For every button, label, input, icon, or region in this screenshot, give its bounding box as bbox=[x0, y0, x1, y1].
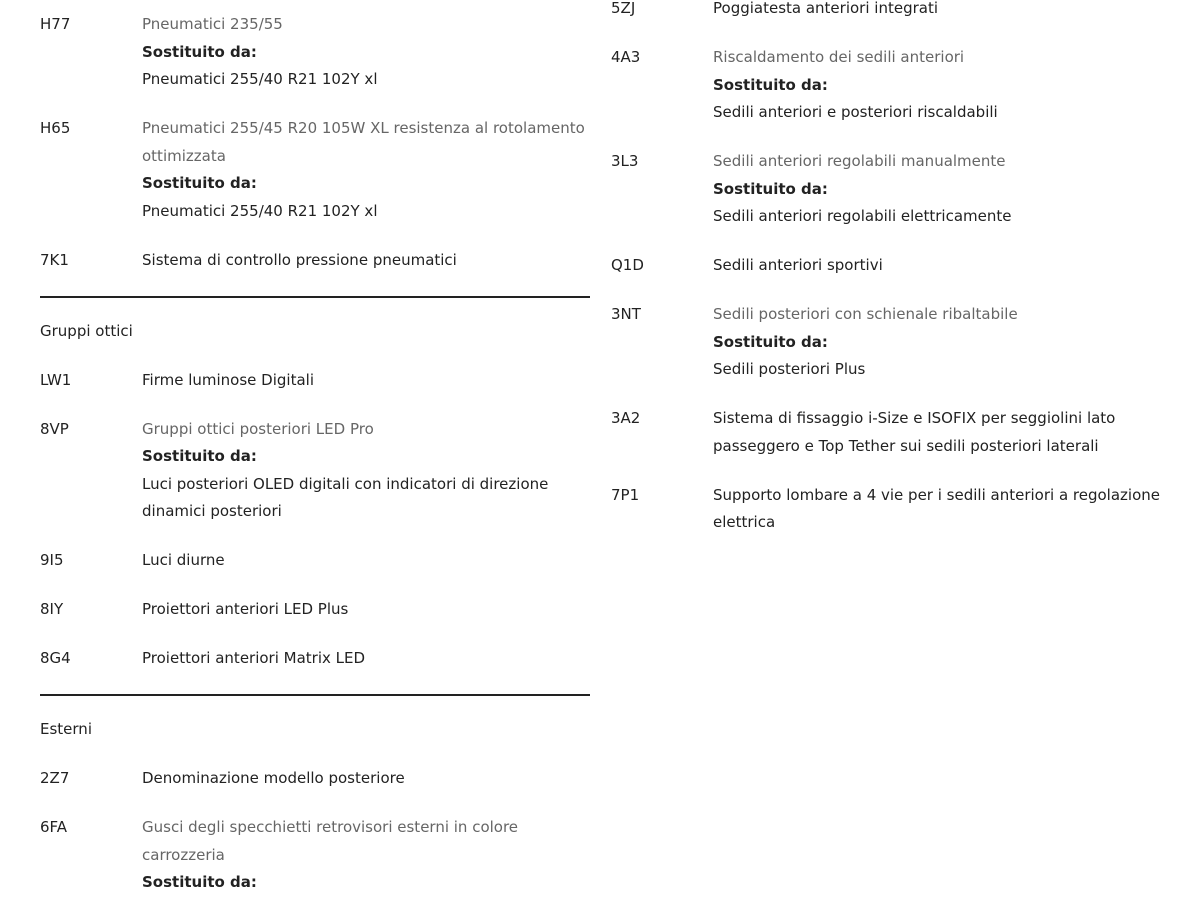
item-description bbox=[713, 252, 1161, 280]
replaced-by-label: Sostituito da: bbox=[142, 42, 257, 61]
equipment-item bbox=[611, 44, 1161, 127]
equipment-item bbox=[40, 765, 590, 793]
item-code: 6FA bbox=[40, 818, 68, 836]
item-text: Poggiatesta anteriori integrati bbox=[713, 0, 938, 17]
replaced-by-label: Sostituito da: bbox=[713, 75, 828, 94]
item-code: 8IY bbox=[40, 600, 64, 618]
item-code: 8G4 bbox=[40, 649, 71, 667]
section-divider bbox=[40, 296, 590, 298]
equipment-item bbox=[40, 645, 590, 673]
equipment-item bbox=[611, 301, 1161, 384]
item-description bbox=[142, 115, 590, 225]
item-description bbox=[142, 596, 590, 624]
item-code: 3A2 bbox=[611, 409, 641, 427]
item-code: 8VP bbox=[40, 419, 69, 438]
item-text: Sedili anteriori regolabili manualmente bbox=[713, 152, 1006, 170]
equipment-item bbox=[611, 0, 1161, 23]
item-description bbox=[142, 247, 590, 275]
item-code: 5ZJ bbox=[611, 0, 636, 17]
item-text: Gusci degli specchietti retrovisori esterni in colore carrozzeria bbox=[142, 818, 519, 864]
item-text: Sedili posteriori con schienale ribaltabile bbox=[713, 305, 1018, 323]
item-text: Sistema di controllo pressione pneumatici bbox=[142, 250, 457, 269]
replacement-text: Pneumatici 255/40 R21 102Y xl bbox=[142, 70, 378, 88]
replaced-by-label: Sostituito da: bbox=[142, 873, 257, 891]
replacement-text: Sedili posteriori Plus bbox=[713, 360, 866, 378]
equipment-item bbox=[611, 482, 1161, 537]
item-text: Riscaldamento dei sedili anteriori bbox=[713, 48, 965, 66]
section-title: Gruppi ottici bbox=[40, 321, 133, 340]
replaced-by-label: Sostituito da: bbox=[142, 447, 257, 465]
section-divider bbox=[40, 694, 590, 696]
item-code: 3NT bbox=[611, 305, 641, 323]
equipment-item bbox=[611, 252, 1161, 280]
item-text: Firme luminose Digitali bbox=[142, 370, 314, 389]
left-column bbox=[40, 11, 590, 918]
item-description bbox=[713, 44, 1161, 127]
equipment-item bbox=[40, 596, 590, 624]
replaced-by-label: Sostituito da: bbox=[713, 179, 828, 198]
item-code: LW1 bbox=[40, 370, 72, 389]
item-text: Pneumatici 235/55 bbox=[142, 15, 283, 33]
equipment-item bbox=[40, 11, 590, 94]
replacement-text: Sedili anteriori e posteriori riscaldabili bbox=[713, 103, 998, 121]
item-description bbox=[142, 765, 590, 793]
item-description bbox=[713, 148, 1161, 231]
item-description bbox=[142, 645, 590, 673]
equipment-item bbox=[40, 247, 590, 275]
equipment-item bbox=[40, 115, 590, 225]
item-text: Luci diurne bbox=[142, 551, 225, 569]
item-code: H77 bbox=[40, 15, 71, 33]
item-code: Q1D bbox=[611, 256, 644, 274]
equipment-item bbox=[40, 547, 590, 575]
item-code: 4A3 bbox=[611, 48, 641, 66]
item-text: Sistema di fissaggio i-Size e ISOFIX per seggiolini lato passeggero e Top Tether sui sedili posteriori laterali bbox=[713, 409, 1116, 455]
replaced-by-label: Sostituito da: bbox=[142, 174, 257, 192]
item-description bbox=[142, 416, 590, 526]
item-code: 9I5 bbox=[40, 551, 64, 569]
replacement-text: Pneumatici 255/40 R21 102Y xl bbox=[142, 201, 378, 220]
item-description bbox=[142, 367, 590, 395]
item-text: Sedili anteriori sportivi bbox=[713, 256, 883, 274]
item-text: Gruppi ottici posteriori LED Pro bbox=[142, 419, 374, 438]
equipment-item bbox=[611, 405, 1161, 460]
item-text: Proiettori anteriori LED Plus bbox=[142, 600, 349, 618]
equipment-item bbox=[611, 148, 1161, 231]
item-code: 3L3 bbox=[611, 152, 639, 170]
replacement-text: Sedili anteriori regolabili elettricamente bbox=[713, 207, 1012, 225]
item-text: Proiettori anteriori Matrix LED bbox=[142, 649, 366, 667]
section-title: Esterni bbox=[40, 720, 92, 738]
replaced-by-label: Sostituito da: bbox=[713, 332, 828, 351]
replacement-text: Luci posteriori OLED digitali con indicatori di direzione dinamici posteriori bbox=[142, 474, 549, 520]
item-text: Pneumatici 255/45 R20 105W XL resistenza al rotolamento ottimizzata bbox=[142, 119, 585, 165]
item-text: Supporto lombare a 4 vie per i sedili anteriori a regolazione elettrica bbox=[713, 485, 1160, 531]
equipment-item bbox=[40, 367, 590, 395]
right-column bbox=[611, 0, 1161, 558]
item-code: H65 bbox=[40, 119, 71, 137]
item-description bbox=[142, 547, 590, 575]
item-description bbox=[142, 814, 590, 897]
item-description bbox=[713, 0, 1161, 23]
equipment-item bbox=[40, 416, 590, 526]
item-code: 7P1 bbox=[611, 485, 640, 504]
item-description bbox=[713, 482, 1161, 537]
item-description bbox=[713, 405, 1161, 460]
item-code: 2Z7 bbox=[40, 769, 70, 787]
item-text: Denominazione modello posteriore bbox=[142, 769, 405, 787]
equipment-item bbox=[40, 814, 590, 897]
item-description bbox=[713, 301, 1161, 384]
item-description bbox=[142, 11, 590, 94]
item-code: 7K1 bbox=[40, 250, 69, 269]
